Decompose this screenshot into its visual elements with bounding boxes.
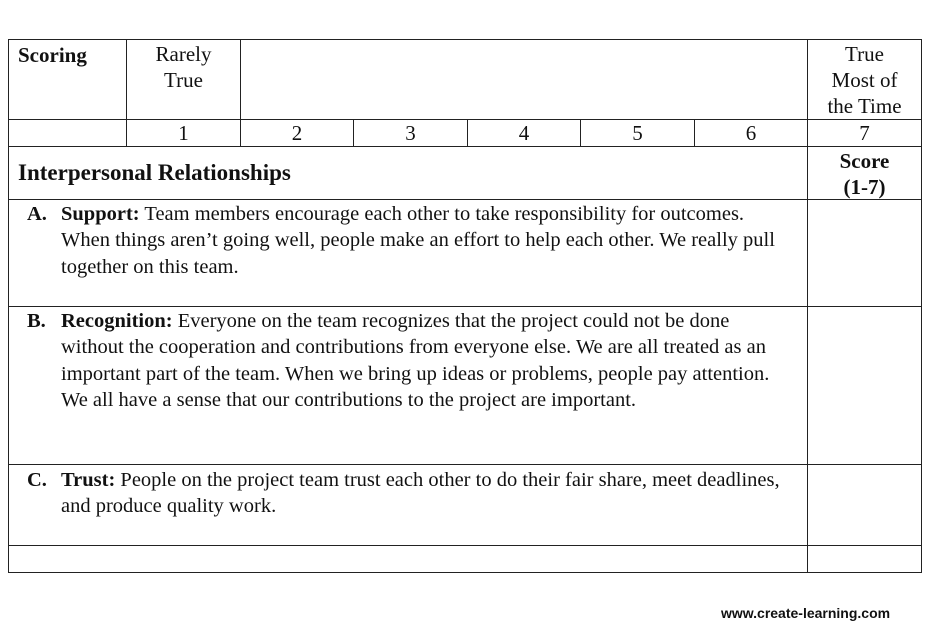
item-letter: B. <box>27 310 46 332</box>
score-cell-recognition[interactable] <box>808 307 921 464</box>
item-heading: Recognition: <box>61 310 173 332</box>
scoring-label: Scoring <box>18 43 87 67</box>
empty-row <box>9 546 807 572</box>
scale-value-4: 4 <box>518 121 530 145</box>
item-text: People on the project team trust each other to do their fair share, meet deadlines, and produce quality work. <box>61 469 780 518</box>
item-text: Everyone on the team recognizes that the project could not be done without the cooperation and contributions from everyone else. We are all treated as an important part of the team. When we bring up ideas or problems, people pay attention. We all have a sense that our contributions to the project are important. <box>61 310 770 411</box>
item-heading: Support: <box>61 203 140 225</box>
scale-value-1: 1 <box>178 121 189 145</box>
true-most-of-the-time-label: True Most of the Time <box>827 42 902 118</box>
rarely-true-label: Rarely True <box>155 42 212 92</box>
section-title: Interpersonal Relationships <box>18 160 291 185</box>
scale-value-6: 6 <box>745 121 757 145</box>
score-cell-support[interactable] <box>808 200 921 306</box>
item-heading: Trust: <box>61 469 116 491</box>
scale-value-7: 7 <box>859 121 870 145</box>
scale-value-2: 2 <box>291 121 303 145</box>
item-trust <box>27 467 797 520</box>
item-letter: C. <box>27 469 47 491</box>
scale-value-3: 3 <box>405 121 416 145</box>
score-range-label: Score (1-7) <box>839 149 890 199</box>
scale-value-5: 5 <box>632 121 643 145</box>
item-text: Team members encourage each other to take responsibility for outcomes. When things aren’t going well, people make an effort to help each other. We really pull together on this team. <box>61 203 775 278</box>
item-support <box>27 201 797 280</box>
item-recognition <box>27 308 797 413</box>
item-letter: A. <box>27 203 47 225</box>
footer-website: www.create-learning.com <box>721 605 891 621</box>
score-cell-trust[interactable] <box>808 465 921 545</box>
